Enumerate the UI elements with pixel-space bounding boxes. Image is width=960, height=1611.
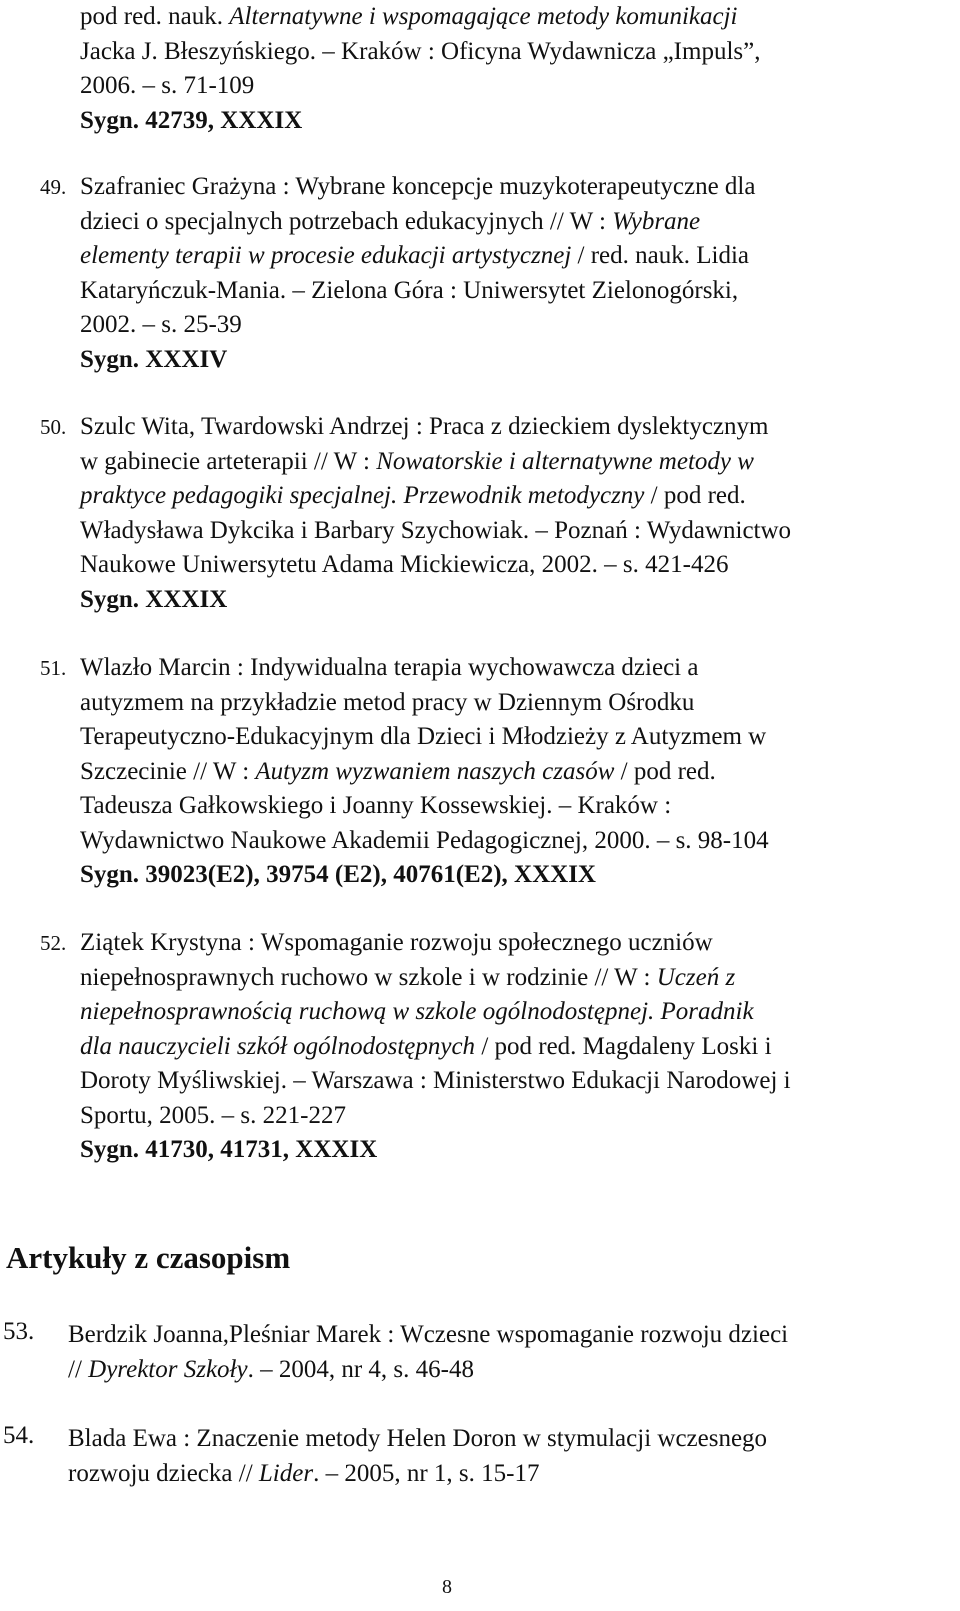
call-number: Sygn. 42739, XXXIX [80,106,303,134]
entry-body [68,1422,948,1491]
entry-line: Berdzik Joanna,Pleśniar Marek : Wczesne wspomaganie rozwoju dzieci [68,1321,789,1348]
entry-line: Szafraniec Grażyna : Wybrane koncepcje muzykoterapeutyczne dla [80,173,756,200]
entry-line: 2006. – s. 71-109 [80,72,255,99]
entry-line: pod red. nauk. Alternatywne i wspomagające metody komunikacji [80,3,738,30]
entry-line: Sportu, 2005. – s. 221-227 [80,1101,346,1129]
call-number: Sygn. XXXIX [80,585,228,613]
call-number: Sygn. 41730, 41731, XXXIX [80,1136,378,1163]
entry-line: dzieci o specjalnych potrzebach edukacyjnych // W : Wybrane [80,207,701,235]
entry-line: Władysława Dykcika i Barbary Szychowiak. – Poznań : Wydawnictwo [80,516,792,544]
entry-number: 53. [3,1318,35,1345]
entry-line: Jacka J. Błeszyńskiego. – Kraków : Oficyna Wydawnicza „Impuls”, [80,37,761,65]
page-number: 8 [442,1576,452,1598]
entry-number: 50. [40,415,67,439]
entry-body [80,926,940,1168]
entry-line: Kataryńczuk-Mania. – Zielona Góra : Uniwersytet Zielonogórski, [80,276,739,304]
call-number: Sygn. XXXIV [80,345,228,373]
entry-line: Wlazło Marcin : Indywidualna terapia wychowawcza dzieci a [80,654,699,681]
entry-line: Blada Ewa : Znaczenie metody Helen Doron w stymulacji wczesnego [68,1425,768,1452]
entry-body [80,410,940,617]
entry-line: niepełnosprawnych ruchowo w szkole i w rodzinie // W : Uczeń z [80,963,736,991]
entry-line: niepełnosprawnością ruchową w szkole ogólnodostępnej. Poradnik [80,998,754,1025]
entry-line: Naukowe Uniwersytetu Adama Mickiewicza, 2002. – s. 421-426 [80,551,729,578]
entry-line: w gabinecie arteterapii // W : Nowatorskie i alternatywne metody w [80,447,754,475]
section-heading: Artykuły z czasopism [6,1240,291,1275]
entry-line: // Dyrektor Szkoły. – 2004, nr 4, s. 46-48 [68,1355,474,1383]
entry-line: dla nauczycieli szkół ogólnodostępnych / pod red. Magdaleny Loski i [80,1032,772,1060]
entry-line: Szczecinie // W : Autyzm wyzwaniem naszych czasów / pod red. [80,757,716,785]
entry-line: Wydawnictwo Naukowe Akademii Pedagogicznej, 2000. – s. 98-104 [80,826,769,854]
entry-line: 2002. – s. 25-39 [80,311,242,338]
call-number: Sygn. 39023(E2), 39754 (E2), 40761(E2), XXXIX [80,861,596,888]
entry-line: Doroty Myśliwskiej. – Warszawa : Ministerstwo Edukacji Narodowej i [80,1067,791,1094]
entry-number: 49. [40,175,67,199]
entry-number: 54. [3,1422,35,1449]
entry-number: 52. [40,931,67,955]
entry-line: Szulc Wita, Twardowski Andrzej : Praca z dzieckiem dyslektycznym [80,413,769,440]
entry-line: praktyce pedagogiki specjalnej. Przewodnik metodyczny / pod red. [80,482,746,509]
entry-body [80,170,940,377]
entry-line: elementy terapii w procesie edukacji artystycznej / red. nauk. Lidia [80,242,750,269]
entry-line: autyzmem na przykładzie metod pracy w Dziennym Ośrodku [80,688,695,716]
entry-body [80,0,940,138]
entry-number: 51. [40,656,67,680]
entry-line: Ziątek Krystyna : Wspomaganie rozwoju społecznego uczniów [80,929,713,956]
entry-body [80,651,940,893]
entry-line: Terapeutyczno-Edukacyjnym dla Dzieci i Młodzieży z Autyzmem w [80,723,767,750]
entry-line: rozwoju dziecka // Lider. – 2005, nr 1, s. 15-17 [68,1459,540,1487]
entry-line: Tadeusza Gałkowskiego i Joanny Kossewskiej. – Kraków : [80,792,672,819]
entry-body [68,1318,948,1387]
